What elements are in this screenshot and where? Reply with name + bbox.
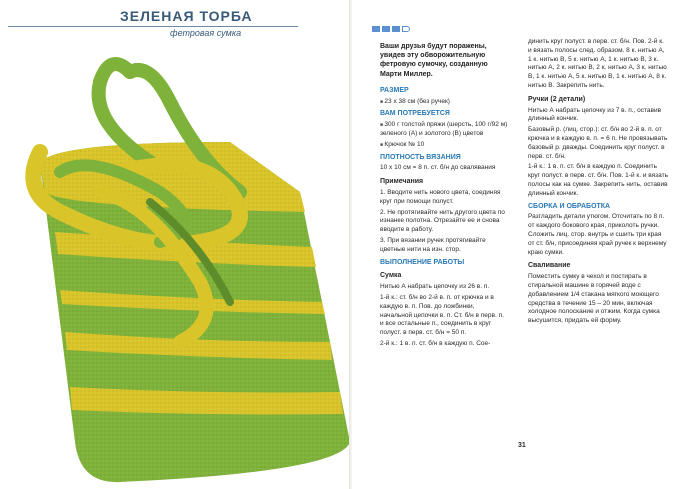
- assembly-text: Разгладить детали утюгом. Отсчитать по 8 п. от каждого бокового края, приколоть ручки. Сложить лиц. стор. внутрь и сшить три края от ст. б/н, присоединяя край ручек к верхнему краю сумки.: [528, 213, 667, 256]
- note-2: 2. Не протягивайте нить другого цвета по изнанке полотна. Отрезайте ее и снова вводите в работу.: [380, 208, 505, 234]
- work-step-0: Нитью А набрать цепочку из 26 в. п.: [380, 283, 490, 291]
- note-1: 1. Вводите нить нового цвета, соединяя круг при помощи полуст.: [380, 188, 501, 205]
- assembly-heading: СБОРКА И ОБРАБОТКА: [528, 202, 611, 210]
- note-3: 3. При вязании ручек протягивайте цветные нити на изн. стор.: [380, 236, 486, 253]
- page-subtitle: фетровая сумка: [170, 28, 242, 38]
- title-rule: [8, 26, 298, 27]
- bag-body: [40, 142, 350, 482]
- page-title: ЗЕЛЕНАЯ ТОРБА: [120, 8, 253, 24]
- notes-heading: Примечания: [380, 178, 424, 186]
- materials-heading: ВАМ ПОТРЕБУЕТСЯ: [380, 110, 450, 118]
- column-right: [528, 38, 668, 328]
- handles-step-0: Нитью А набрать цепочку из 7 в. п., оставив длинный кончик.: [528, 106, 662, 123]
- handles-step-base: Базовый р. (лиц. стор.): ст. б/н во 2-й в. п. от крючка и в каждую в. п. = 6 п. Не провязывать базовый р. дважды. Соединить круг полуст. в перв. ст. б/н.: [528, 126, 668, 160]
- materials-item-yarn: ■ 300 г толстой пряжи (шерсть, 100 г/92 м) зеленого (А) и золотого (В) цветов: [380, 121, 508, 139]
- work-step-2: 2-й к.: 1 в. п. ст. б/н в каждую п. Сое-: [380, 339, 491, 347]
- difficulty-icon: [372, 26, 410, 32]
- gauge-heading: ПЛОТНОСТЬ ВЯЗАНИЯ: [380, 153, 461, 161]
- felted-bag-photo: [0, 42, 352, 489]
- intro-text: Ваши друзья будут поражены, увидев эту обворожительную фетровую сумочку, созданную Марти Миллер.: [380, 43, 488, 78]
- materials-item-hook: ■ Крючок № 10: [380, 141, 508, 150]
- work-step-1: 1-й к.: ст. б/н во 2-й в. п. от крючка и в каждую в. п. Пов. до ложбинки, начальной цепочки в. п. Ст. б/н в перв. п. и все остальные п., соединить в круг полуст. в перв. ст. б/н = 50 п.: [380, 293, 504, 337]
- size-heading: РАЗМЕР: [380, 86, 409, 94]
- work-heading: ВЫПОЛНЕНИЕ РАБОТЫ: [380, 258, 465, 266]
- gauge-text: 10 х 10 см = 8 п. ст. б/н до свалявания: [380, 164, 496, 172]
- size-text: ■ 23 х 38 см (без ручек): [380, 98, 508, 107]
- page-number: 31: [518, 442, 526, 449]
- handles-step-1: 1-й к.: 1 в. п. ст. б/н в каждую п. Соединить круг полуст. в перв. ст. б/н. Пов. 1-й к. и вязать полосы как на сумке. Закрепить нить, оставив длинный кончик.: [528, 163, 668, 197]
- bag-subheading: Сумка: [380, 272, 402, 280]
- stripe-pattern-text: динить круг полуст. в перв. ст. б/н. Пов. 2-й к. и вязать полосы след. образом. 8 к. нитью А, 1 к. нитью В, 5 к. нитью А, 1 к. нитью В, 3 к. нитью А, 2 к. нитью В, 2 к. нитью А, 3 к. нитью В, 1 к. нитью А, 5 к. нитью В, 1 к. нитью А, 8 к. нитью В. Закрепить нить.: [528, 38, 667, 89]
- handles-heading: Ручки (2 детали): [528, 95, 586, 103]
- column-left: [380, 42, 508, 351]
- felting-heading: Сваливание: [528, 262, 571, 270]
- felting-text: Поместить сумку в чехол и постирать в стиральной машине в горячей воде с добавлением 1/4 стакана мягкого моющего средства в течение 15 – 20 мин, включая холодное полоскание и отжим. Когда сумка высушится, придать ей форму.: [528, 273, 660, 325]
